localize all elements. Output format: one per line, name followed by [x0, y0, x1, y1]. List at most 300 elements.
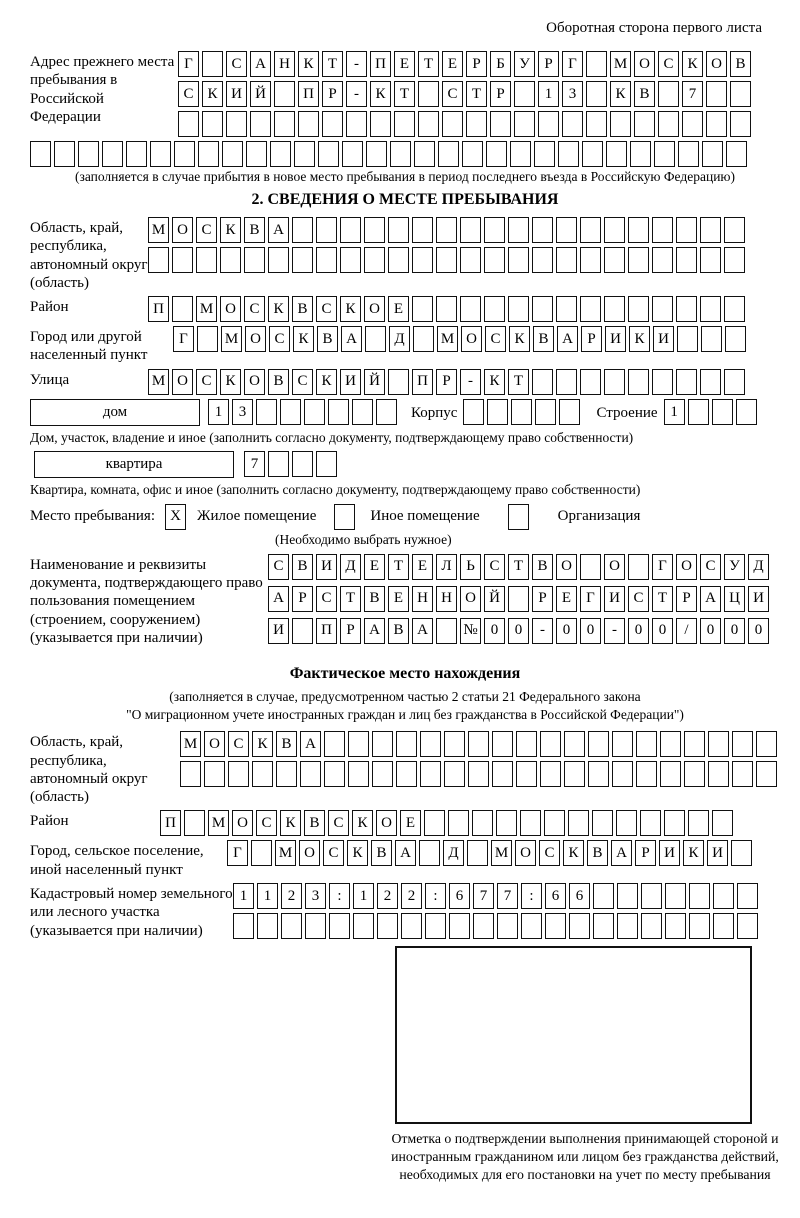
char-cell[interactable]: П — [160, 810, 181, 836]
char-cell[interactable]: М — [275, 840, 296, 866]
char-cell[interactable] — [700, 247, 721, 273]
char-cell[interactable] — [689, 913, 710, 939]
char-cell[interactable] — [462, 141, 483, 167]
char-cell[interactable] — [342, 141, 363, 167]
char-cell[interactable] — [463, 399, 484, 425]
char-cell[interactable] — [304, 399, 325, 425]
char-cell[interactable]: 0 — [580, 618, 601, 644]
char-cell[interactable]: О — [706, 51, 727, 77]
char-cell[interactable] — [448, 810, 469, 836]
char-cell[interactable] — [706, 111, 727, 137]
char-cell[interactable]: А — [268, 586, 289, 612]
char-cell[interactable] — [472, 810, 493, 836]
char-cell[interactable] — [532, 296, 553, 322]
char-cell[interactable]: Т — [418, 51, 439, 77]
char-cell[interactable] — [516, 761, 537, 787]
char-cell[interactable]: 3 — [232, 399, 253, 425]
char-cell[interactable] — [652, 247, 673, 273]
char-cell[interactable]: С — [292, 369, 313, 395]
char-cell[interactable] — [460, 217, 481, 243]
char-cell[interactable] — [634, 111, 655, 137]
char-cell[interactable]: В — [533, 326, 554, 352]
char-cell[interactable] — [30, 141, 51, 167]
char-cell[interactable] — [564, 731, 585, 757]
char-cell[interactable] — [466, 111, 487, 137]
char-cell[interactable]: В — [292, 296, 313, 322]
char-cell[interactable]: 0 — [724, 618, 745, 644]
char-cell[interactable] — [257, 913, 278, 939]
char-cell[interactable]: В — [371, 840, 392, 866]
char-cell[interactable] — [604, 217, 625, 243]
char-cell[interactable]: К — [682, 51, 703, 77]
char-cell[interactable] — [390, 141, 411, 167]
char-cell[interactable] — [377, 913, 398, 939]
char-cell[interactable]: Н — [436, 586, 457, 612]
char-cell[interactable]: М — [196, 296, 217, 322]
char-cell[interactable] — [292, 247, 313, 273]
char-cell[interactable]: А — [341, 326, 362, 352]
char-cell[interactable]: 0 — [700, 618, 721, 644]
char-cell[interactable] — [250, 111, 271, 137]
char-cell[interactable] — [316, 451, 337, 477]
char-cell[interactable]: Т — [322, 51, 343, 77]
char-cell[interactable] — [616, 810, 637, 836]
char-cell[interactable] — [246, 141, 267, 167]
char-cell[interactable] — [442, 111, 463, 137]
char-cell[interactable] — [184, 810, 205, 836]
char-cell[interactable]: Н — [274, 51, 295, 77]
char-cell[interactable] — [688, 810, 709, 836]
char-cell[interactable] — [196, 247, 217, 273]
char-cell[interactable]: Т — [652, 586, 673, 612]
char-cell[interactable]: Е — [400, 810, 421, 836]
char-cell[interactable]: Р — [292, 586, 313, 612]
char-cell[interactable] — [593, 883, 614, 909]
char-cell[interactable] — [401, 913, 422, 939]
char-cell[interactable]: К — [316, 369, 337, 395]
char-cell[interactable] — [521, 913, 542, 939]
char-cell[interactable] — [610, 111, 631, 137]
char-cell[interactable] — [568, 810, 589, 836]
char-cell[interactable]: 3 — [562, 81, 583, 107]
char-cell[interactable]: Р — [340, 618, 361, 644]
char-cell[interactable]: Р — [490, 81, 511, 107]
char-cell[interactable] — [556, 217, 577, 243]
char-cell[interactable] — [586, 111, 607, 137]
char-cell[interactable]: - — [346, 51, 367, 77]
char-cell[interactable]: 3 — [305, 883, 326, 909]
char-cell[interactable] — [366, 141, 387, 167]
char-cell[interactable] — [689, 883, 710, 909]
char-cell[interactable]: К — [340, 296, 361, 322]
char-cell[interactable]: О — [245, 326, 266, 352]
char-cell[interactable]: И — [605, 326, 626, 352]
char-cell[interactable]: 0 — [652, 618, 673, 644]
char-cell[interactable] — [226, 111, 247, 137]
char-cell[interactable]: М — [491, 840, 512, 866]
char-cell[interactable] — [712, 399, 733, 425]
char-cell[interactable] — [532, 369, 553, 395]
char-cell[interactable]: Г — [562, 51, 583, 77]
char-cell[interactable] — [172, 247, 193, 273]
char-cell[interactable] — [444, 761, 465, 787]
char-cell[interactable] — [604, 296, 625, 322]
char-cell[interactable] — [436, 296, 457, 322]
char-cell[interactable] — [364, 217, 385, 243]
char-cell[interactable] — [688, 399, 709, 425]
char-cell[interactable] — [564, 761, 585, 787]
char-cell[interactable]: С — [256, 810, 277, 836]
char-cell[interactable] — [628, 217, 649, 243]
char-cell[interactable] — [420, 731, 441, 757]
char-cell[interactable] — [544, 810, 565, 836]
char-cell[interactable]: С — [442, 81, 463, 107]
char-cell[interactable] — [532, 217, 553, 243]
char-cell[interactable]: А — [395, 840, 416, 866]
char-cell[interactable] — [305, 913, 326, 939]
char-cell[interactable] — [510, 141, 531, 167]
char-cell[interactable]: 1 — [257, 883, 278, 909]
char-cell[interactable]: Д — [748, 554, 769, 580]
char-cell[interactable]: 2 — [401, 883, 422, 909]
char-cell[interactable] — [534, 141, 555, 167]
char-cell[interactable]: : — [521, 883, 542, 909]
char-cell[interactable]: Т — [394, 81, 415, 107]
char-cell[interactable] — [394, 111, 415, 137]
char-cell[interactable]: И — [340, 369, 361, 395]
char-cell[interactable] — [652, 217, 673, 243]
char-cell[interactable] — [54, 141, 75, 167]
char-cell[interactable] — [514, 111, 535, 137]
char-cell[interactable]: М — [148, 369, 169, 395]
char-cell[interactable] — [538, 111, 559, 137]
char-cell[interactable] — [660, 761, 681, 787]
char-cell[interactable] — [251, 840, 272, 866]
char-cell[interactable]: 7 — [244, 451, 265, 477]
char-cell[interactable]: : — [425, 883, 446, 909]
char-cell[interactable] — [484, 296, 505, 322]
char-cell[interactable] — [490, 111, 511, 137]
char-cell[interactable] — [540, 731, 561, 757]
char-cell[interactable]: : — [329, 883, 350, 909]
char-cell[interactable] — [365, 326, 386, 352]
char-cell[interactable] — [340, 247, 361, 273]
char-cell[interactable] — [628, 554, 649, 580]
char-cell[interactable]: О — [634, 51, 655, 77]
char-cell[interactable] — [78, 141, 99, 167]
char-cell[interactable] — [353, 913, 374, 939]
char-cell[interactable]: О — [604, 554, 625, 580]
char-cell[interactable] — [316, 217, 337, 243]
char-cell[interactable]: В — [317, 326, 338, 352]
char-cell[interactable]: Г — [173, 326, 194, 352]
char-cell[interactable]: - — [532, 618, 553, 644]
char-cell[interactable] — [628, 247, 649, 273]
char-cell[interactable] — [588, 731, 609, 757]
char-cell[interactable]: М — [610, 51, 631, 77]
char-cell[interactable]: К — [509, 326, 530, 352]
char-cell[interactable] — [420, 761, 441, 787]
char-cell[interactable]: 0 — [628, 618, 649, 644]
char-cell[interactable]: Е — [388, 586, 409, 612]
char-cell[interactable]: Т — [508, 369, 529, 395]
char-cell[interactable]: М — [437, 326, 458, 352]
char-cell[interactable]: К — [629, 326, 650, 352]
char-cell[interactable]: 1 — [353, 883, 374, 909]
char-cell[interactable] — [449, 913, 470, 939]
char-cell[interactable]: А — [250, 51, 271, 77]
char-cell[interactable]: Е — [364, 554, 385, 580]
char-cell[interactable] — [628, 296, 649, 322]
char-cell[interactable] — [606, 141, 627, 167]
char-cell[interactable] — [730, 81, 751, 107]
char-cell[interactable] — [412, 296, 433, 322]
char-cell[interactable] — [737, 913, 758, 939]
char-cell[interactable] — [660, 731, 681, 757]
char-cell[interactable]: С — [228, 731, 249, 757]
char-cell[interactable]: В — [388, 618, 409, 644]
char-cell[interactable] — [580, 217, 601, 243]
char-cell[interactable]: Е — [412, 554, 433, 580]
char-cell[interactable] — [372, 731, 393, 757]
char-cell[interactable] — [592, 810, 613, 836]
char-cell[interactable] — [713, 913, 734, 939]
char-cell[interactable] — [352, 399, 373, 425]
char-cell[interactable] — [586, 81, 607, 107]
char-cell[interactable] — [724, 369, 745, 395]
char-cell[interactable]: 0 — [484, 618, 505, 644]
char-cell[interactable] — [726, 141, 747, 167]
char-cell[interactable] — [593, 913, 614, 939]
char-cell[interactable] — [274, 81, 295, 107]
char-cell[interactable] — [460, 296, 481, 322]
char-cell[interactable]: К — [484, 369, 505, 395]
char-cell[interactable] — [324, 761, 345, 787]
char-cell[interactable] — [508, 247, 529, 273]
char-cell[interactable] — [346, 111, 367, 137]
char-cell[interactable] — [756, 731, 777, 757]
char-cell[interactable] — [328, 399, 349, 425]
char-cell[interactable]: Й — [484, 586, 505, 612]
char-cell[interactable] — [652, 369, 673, 395]
char-cell[interactable]: А — [611, 840, 632, 866]
char-cell[interactable] — [268, 247, 289, 273]
char-cell[interactable] — [418, 111, 439, 137]
char-cell[interactable] — [736, 399, 757, 425]
char-cell[interactable]: К — [610, 81, 631, 107]
char-cell[interactable]: О — [299, 840, 320, 866]
char-cell[interactable] — [540, 761, 561, 787]
char-cell[interactable] — [294, 141, 315, 167]
char-cell[interactable] — [460, 247, 481, 273]
char-cell[interactable]: Г — [652, 554, 673, 580]
char-cell[interactable] — [580, 247, 601, 273]
char-cell[interactable] — [514, 81, 535, 107]
char-cell[interactable] — [438, 141, 459, 167]
char-cell[interactable] — [706, 81, 727, 107]
char-cell[interactable] — [556, 369, 577, 395]
char-cell[interactable] — [340, 217, 361, 243]
char-cell[interactable] — [516, 731, 537, 757]
char-cell[interactable] — [364, 247, 385, 273]
char-cell[interactable]: О — [172, 369, 193, 395]
char-cell[interactable]: 1 — [208, 399, 229, 425]
char-cell[interactable]: М — [221, 326, 242, 352]
char-cell[interactable] — [508, 296, 529, 322]
char-cell[interactable] — [612, 731, 633, 757]
char-cell[interactable] — [708, 731, 729, 757]
char-cell[interactable]: Д — [389, 326, 410, 352]
char-cell[interactable]: Е — [556, 586, 577, 612]
char-cell[interactable] — [535, 399, 556, 425]
char-cell[interactable]: С — [484, 554, 505, 580]
char-cell[interactable]: И — [748, 586, 769, 612]
char-cell[interactable]: К — [220, 217, 241, 243]
char-cell[interactable] — [396, 731, 417, 757]
char-cell[interactable] — [665, 913, 686, 939]
char-cell[interactable]: Т — [388, 554, 409, 580]
char-cell[interactable] — [684, 761, 705, 787]
char-cell[interactable]: В — [276, 731, 297, 757]
char-cell[interactable] — [586, 51, 607, 77]
char-cell[interactable] — [348, 731, 369, 757]
char-cell[interactable]: - — [604, 618, 625, 644]
char-cell[interactable]: С — [316, 296, 337, 322]
char-cell[interactable]: Р — [322, 81, 343, 107]
char-cell[interactable]: Д — [340, 554, 361, 580]
char-cell[interactable]: 1 — [233, 883, 254, 909]
char-cell[interactable]: В — [268, 369, 289, 395]
char-cell[interactable]: В — [587, 840, 608, 866]
char-cell[interactable] — [412, 247, 433, 273]
char-cell[interactable] — [126, 141, 147, 167]
char-cell[interactable]: С — [485, 326, 506, 352]
char-cell[interactable]: 2 — [377, 883, 398, 909]
char-cell[interactable] — [676, 296, 697, 322]
char-cell[interactable] — [298, 111, 319, 137]
char-cell[interactable] — [348, 761, 369, 787]
char-cell[interactable] — [376, 399, 397, 425]
char-cell[interactable]: К — [347, 840, 368, 866]
char-cell[interactable] — [468, 731, 489, 757]
char-cell[interactable] — [730, 111, 751, 137]
char-cell[interactable]: - — [346, 81, 367, 107]
char-cell[interactable] — [665, 883, 686, 909]
char-cell[interactable] — [700, 217, 721, 243]
char-cell[interactable] — [731, 840, 752, 866]
char-cell[interactable] — [682, 111, 703, 137]
char-cell[interactable]: А — [268, 217, 289, 243]
char-cell[interactable] — [737, 883, 758, 909]
char-cell[interactable] — [724, 247, 745, 273]
char-cell[interactable] — [654, 141, 675, 167]
char-cell[interactable] — [582, 141, 603, 167]
char-cell[interactable]: / — [676, 618, 697, 644]
char-cell[interactable] — [202, 51, 223, 77]
char-cell[interactable]: О — [460, 586, 481, 612]
char-cell[interactable]: П — [370, 51, 391, 77]
char-cell[interactable] — [617, 913, 638, 939]
char-cell[interactable] — [444, 731, 465, 757]
char-cell[interactable] — [233, 913, 254, 939]
char-cell[interactable] — [316, 247, 337, 273]
char-cell[interactable]: Г — [580, 586, 601, 612]
char-cell[interactable] — [436, 247, 457, 273]
char-cell[interactable] — [318, 141, 339, 167]
char-cell[interactable]: И — [226, 81, 247, 107]
char-cell[interactable]: 7 — [497, 883, 518, 909]
char-cell[interactable]: К — [293, 326, 314, 352]
char-cell[interactable] — [676, 247, 697, 273]
char-cell[interactable]: 1 — [664, 399, 685, 425]
char-cell[interactable] — [640, 810, 661, 836]
char-cell[interactable] — [658, 81, 679, 107]
char-cell[interactable] — [292, 618, 313, 644]
char-cell[interactable]: С — [226, 51, 247, 77]
char-cell[interactable] — [628, 369, 649, 395]
char-cell[interactable]: В — [292, 554, 313, 580]
char-cell[interactable] — [202, 111, 223, 137]
char-cell[interactable] — [630, 141, 651, 167]
char-cell[interactable] — [396, 761, 417, 787]
char-cell[interactable]: М — [208, 810, 229, 836]
char-cell[interactable] — [252, 761, 273, 787]
char-cell[interactable]: М — [148, 217, 169, 243]
char-cell[interactable]: Р — [581, 326, 602, 352]
char-cell[interactable]: О — [232, 810, 253, 836]
char-cell[interactable] — [419, 840, 440, 866]
char-cell[interactable] — [708, 761, 729, 787]
char-cell[interactable]: К — [683, 840, 704, 866]
char-cell[interactable] — [677, 326, 698, 352]
char-cell[interactable]: С — [178, 81, 199, 107]
char-cell[interactable] — [322, 111, 343, 137]
char-cell[interactable]: Т — [508, 554, 529, 580]
char-cell[interactable] — [486, 141, 507, 167]
char-cell[interactable] — [204, 761, 225, 787]
char-cell[interactable] — [496, 810, 517, 836]
char-cell[interactable] — [102, 141, 123, 167]
char-cell[interactable] — [198, 141, 219, 167]
char-cell[interactable]: С — [328, 810, 349, 836]
char-cell[interactable]: О — [676, 554, 697, 580]
char-cell[interactable]: М — [180, 731, 201, 757]
char-cell[interactable]: Р — [635, 840, 656, 866]
char-cell[interactable] — [228, 761, 249, 787]
char-cell[interactable]: А — [557, 326, 578, 352]
char-cell[interactable]: Ц — [724, 586, 745, 612]
char-cell[interactable]: 6 — [545, 883, 566, 909]
char-cell[interactable]: О — [376, 810, 397, 836]
char-cell[interactable] — [150, 141, 171, 167]
char-cell[interactable]: К — [352, 810, 373, 836]
char-cell[interactable]: С — [268, 554, 289, 580]
char-cell[interactable] — [724, 217, 745, 243]
char-cell[interactable]: С — [269, 326, 290, 352]
char-cell[interactable] — [222, 141, 243, 167]
char-cell[interactable] — [268, 451, 289, 477]
char-cell[interactable]: Е — [394, 51, 415, 77]
char-cell[interactable]: А — [364, 618, 385, 644]
char-cell[interactable]: Л — [436, 554, 457, 580]
char-cell[interactable]: Р — [538, 51, 559, 77]
char-cell[interactable]: Т — [466, 81, 487, 107]
checkbox-organization[interactable] — [508, 504, 529, 530]
char-cell[interactable] — [700, 296, 721, 322]
char-cell[interactable] — [436, 217, 457, 243]
char-cell[interactable] — [604, 247, 625, 273]
char-cell[interactable]: К — [268, 296, 289, 322]
